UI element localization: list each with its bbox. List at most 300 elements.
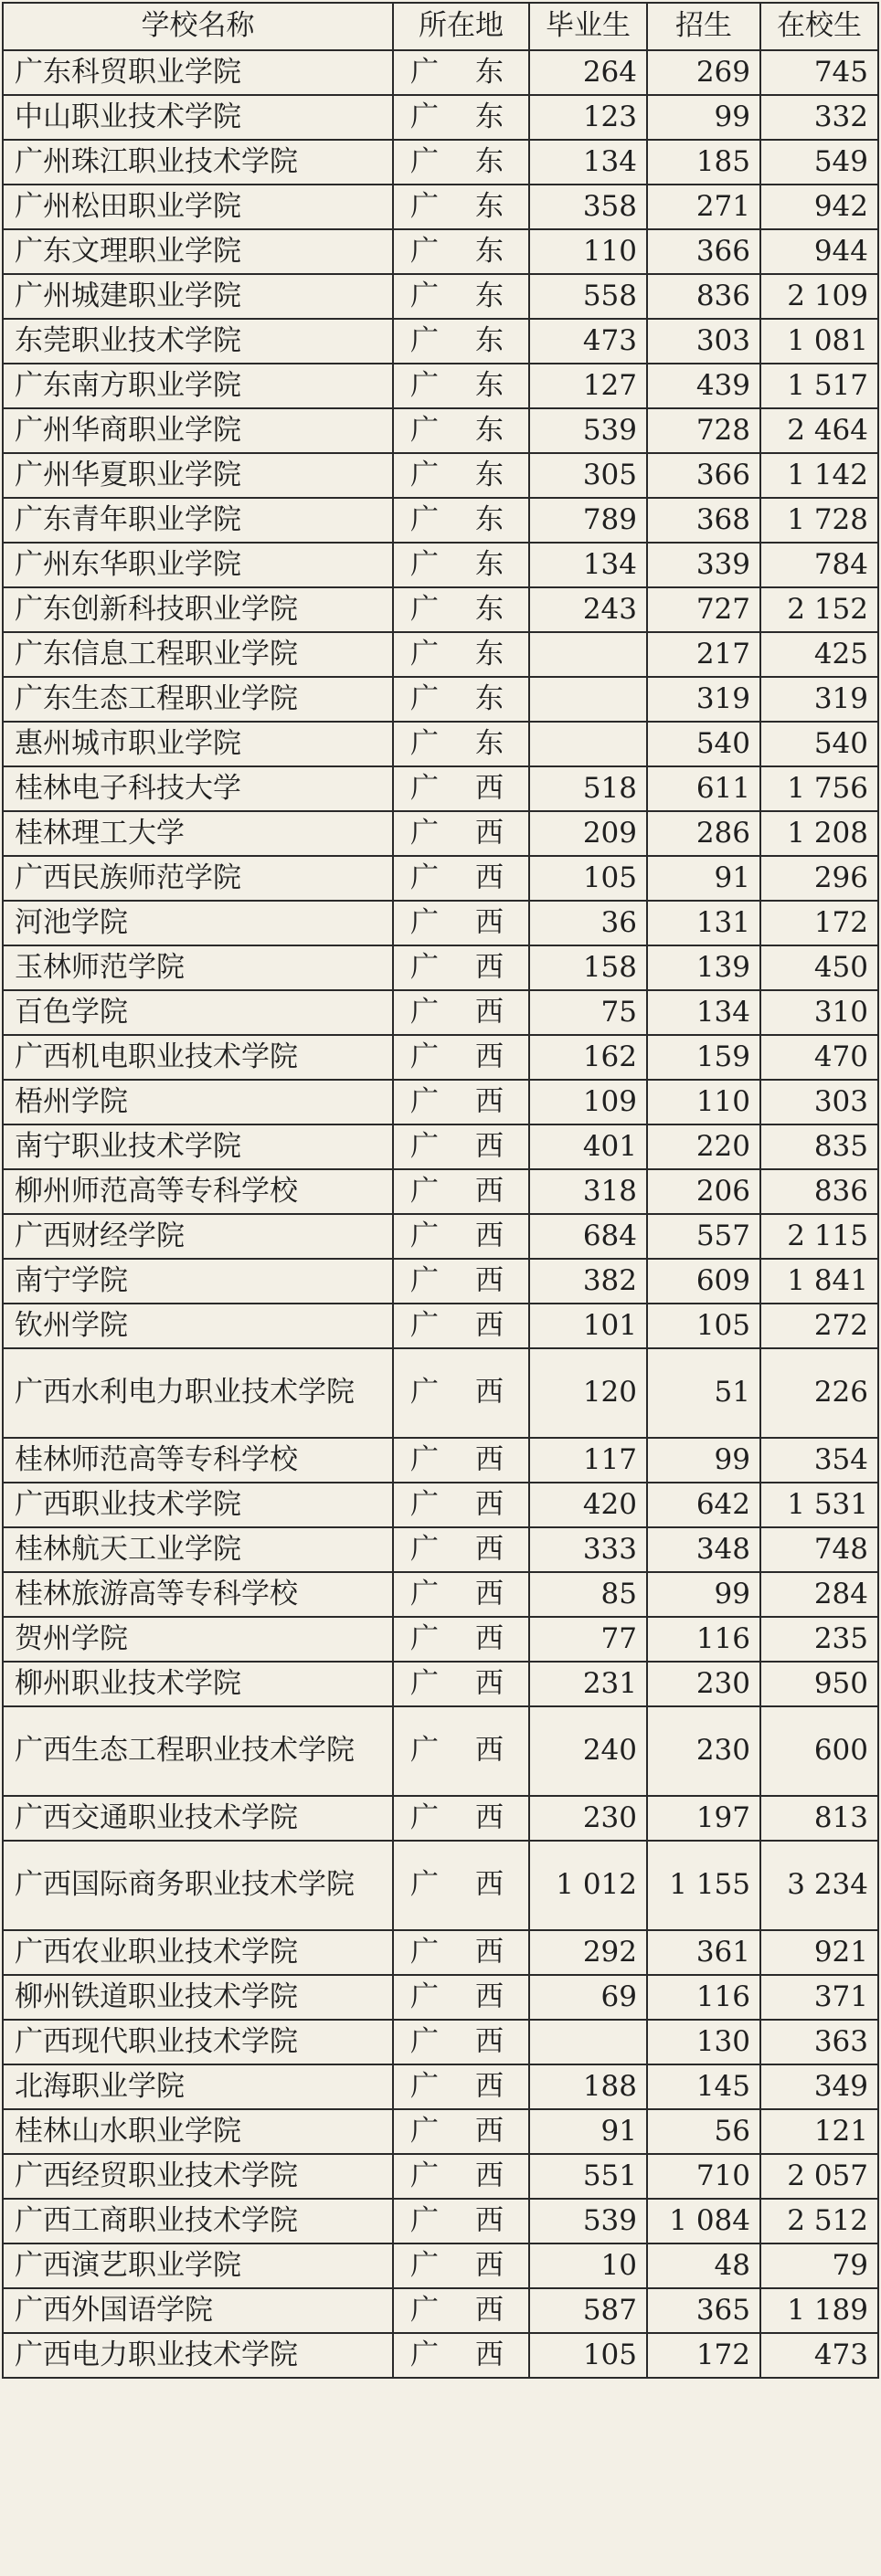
graduates-cell: 162: [529, 1035, 647, 1080]
location-char: 东: [475, 189, 504, 223]
students-cell: 836: [760, 1169, 878, 1214]
location-char: 西: [475, 1442, 504, 1476]
enrollment-cell: 642: [647, 1483, 760, 1527]
table-row: [3, 1572, 878, 1617]
table-row: [3, 319, 878, 364]
location-char: 东: [475, 502, 504, 536]
table-row: [3, 408, 878, 453]
location-char: 西: [475, 1868, 504, 1902]
school-name-cell: 广西水利电力职业技术学院: [3, 1348, 393, 1438]
header-students: 在校生: [760, 3, 878, 50]
students-cell: 284: [760, 1572, 878, 1617]
students-cell: 425: [760, 632, 878, 677]
school-name-cell: 中山职业技术学院: [3, 95, 393, 140]
schools-table: [2, 2, 879, 2379]
location-char: 西: [475, 2114, 504, 2148]
table-row: [3, 229, 878, 274]
enrollment-cell: 361: [647, 1930, 760, 1975]
school-name-cell: 南宁职业技术学院: [3, 1124, 393, 1169]
students-cell: 354: [760, 1438, 878, 1483]
school-name-cell: 贺州学院: [3, 1617, 393, 1662]
location-char: 广: [410, 1174, 439, 1208]
location-char: 广: [410, 547, 439, 581]
school-name-cell: 广东文理职业学院: [3, 229, 393, 274]
students-cell: 349: [760, 2064, 878, 2109]
location-char: 广: [410, 1666, 439, 1700]
enrollment-cell: 99: [647, 95, 760, 140]
graduates-cell: 69: [529, 1975, 647, 2020]
location-char: 西: [475, 2159, 504, 2192]
graduates-cell: [529, 2020, 647, 2064]
table-row: [3, 722, 878, 766]
location-char: 广: [410, 950, 439, 984]
enrollment-cell: 836: [647, 274, 760, 319]
students-cell: 1 756: [760, 766, 878, 811]
enrollment-cell: 230: [647, 1662, 760, 1706]
table-row: [3, 185, 878, 229]
enrollment-cell: 91: [647, 856, 760, 901]
graduates-cell: 789: [529, 498, 647, 543]
students-cell: 2 109: [760, 274, 878, 319]
enrollment-cell: 116: [647, 1617, 760, 1662]
graduates-cell: 134: [529, 140, 647, 185]
enrollment-cell: 220: [647, 1124, 760, 1169]
students-cell: 944: [760, 229, 878, 274]
table-row: [3, 1662, 878, 1706]
location-char: 西: [475, 2069, 504, 2103]
enrollment-cell: 131: [647, 901, 760, 945]
table-header-row: [3, 3, 878, 50]
location-char: 广: [410, 323, 439, 357]
table-row: [3, 1304, 878, 1348]
location-char: 广: [410, 55, 439, 89]
graduates-cell: 77: [529, 1617, 647, 1662]
enrollment-cell: 1 155: [647, 1841, 760, 1930]
location-cell: [393, 364, 529, 408]
location-char: 西: [475, 2024, 504, 2058]
graduates-cell: 85: [529, 1572, 647, 1617]
students-cell: 1 841: [760, 1259, 878, 1304]
table-row: [3, 1930, 878, 1975]
location-cell: [393, 901, 529, 945]
location-cell: [393, 1527, 529, 1572]
location-cell: [393, 95, 529, 140]
table-row: [3, 1617, 878, 1662]
students-cell: 950: [760, 1662, 878, 1706]
school-name-cell: 广西经贸职业技术学院: [3, 2154, 393, 2199]
school-name-cell: 广东生态工程职业学院: [3, 677, 393, 722]
location-char: 西: [475, 2203, 504, 2237]
location-char: 广: [410, 681, 439, 715]
students-cell: 79: [760, 2243, 878, 2288]
graduates-cell: 539: [529, 408, 647, 453]
table-row: [3, 498, 878, 543]
school-name-cell: 桂林旅游高等专科学校: [3, 1572, 393, 1617]
school-name-cell: 广东青年职业学院: [3, 498, 393, 543]
graduates-cell: 382: [529, 1259, 647, 1304]
location-cell: [393, 945, 529, 990]
table-row: [3, 1169, 878, 1214]
students-cell: 310: [760, 990, 878, 1035]
students-cell: 172: [760, 901, 878, 945]
graduates-cell: 240: [529, 1706, 647, 1796]
header-location: 所在地: [393, 3, 529, 50]
graduates-cell: 134: [529, 543, 647, 587]
school-name-cell: 百色学院: [3, 990, 393, 1035]
location-char: 西: [475, 995, 504, 1029]
students-cell: 748: [760, 1527, 878, 1572]
location-char: 广: [410, 1442, 439, 1476]
students-cell: 600: [760, 1706, 878, 1796]
location-char: 广: [410, 816, 439, 850]
location-cell: [393, 1124, 529, 1169]
location-cell: [393, 722, 529, 766]
school-name-cell: 广西职业技术学院: [3, 1483, 393, 1527]
location-cell: [393, 319, 529, 364]
students-cell: 371: [760, 1975, 878, 2020]
graduates-cell: 230: [529, 1796, 647, 1841]
graduates-cell: 123: [529, 95, 647, 140]
graduates-cell: 684: [529, 1214, 647, 1259]
table-row: [3, 1124, 878, 1169]
location-cell: [393, 2109, 529, 2154]
location-char: 广: [410, 995, 439, 1029]
students-cell: 319: [760, 677, 878, 722]
table-row: [3, 766, 878, 811]
location-char: 广: [410, 860, 439, 894]
location-char: 广: [410, 2114, 439, 2148]
location-char: 广: [410, 502, 439, 536]
location-cell: [393, 1035, 529, 1080]
location-char: 广: [410, 1219, 439, 1252]
location-cell: [393, 677, 529, 722]
graduates-cell: 127: [529, 364, 647, 408]
graduates-cell: 558: [529, 274, 647, 319]
graduates-cell: 264: [529, 50, 647, 95]
location-char: 东: [475, 144, 504, 178]
graduates-cell: 209: [529, 811, 647, 856]
location-char: 广: [410, 279, 439, 312]
table-row: [3, 453, 878, 498]
location-cell: [393, 632, 529, 677]
students-cell: 450: [760, 945, 878, 990]
students-cell: 296: [760, 856, 878, 901]
enrollment-cell: 611: [647, 766, 760, 811]
school-name-cell: 广州华夏职业学院: [3, 453, 393, 498]
location-char: 广: [410, 458, 439, 491]
location-cell: [393, 1259, 529, 1304]
location-cell: [393, 1304, 529, 1348]
table-row: [3, 2020, 878, 2064]
table-row: [3, 1975, 878, 2020]
location-cell: [393, 1080, 529, 1124]
location-cell: [393, 453, 529, 498]
enrollment-cell: 368: [647, 498, 760, 543]
graduates-cell: 231: [529, 1662, 647, 1706]
school-name-cell: 钦州学院: [3, 1304, 393, 1348]
school-name-cell: 柳州铁道职业技术学院: [3, 1975, 393, 2020]
location-char: 广: [410, 1621, 439, 1655]
location-char: 广: [410, 144, 439, 178]
location-char: 西: [475, 1666, 504, 1700]
header-school-name: 学校名称: [3, 3, 393, 50]
graduates-cell: 75: [529, 990, 647, 1035]
enrollment-cell: 303: [647, 319, 760, 364]
location-char: 广: [410, 1263, 439, 1297]
students-cell: 1 081: [760, 319, 878, 364]
enrollment-cell: 439: [647, 364, 760, 408]
graduates-cell: 243: [529, 587, 647, 632]
school-name-cell: 柳州职业技术学院: [3, 1662, 393, 1706]
school-name-cell: 北海职业学院: [3, 2064, 393, 2109]
enrollment-cell: 139: [647, 945, 760, 990]
enrollment-cell: 99: [647, 1438, 760, 1483]
location-char: 西: [475, 1219, 504, 1252]
graduates-cell: 91: [529, 2109, 647, 2154]
school-name-cell: 广西财经学院: [3, 1214, 393, 1259]
location-char: 广: [410, 189, 439, 223]
table-row: [3, 1841, 878, 1930]
graduates-cell: 36: [529, 901, 647, 945]
students-cell: 235: [760, 1617, 878, 1662]
graduates-cell: 358: [529, 185, 647, 229]
table-row: [3, 1080, 878, 1124]
students-cell: 1 728: [760, 498, 878, 543]
location-char: 西: [475, 1174, 504, 1208]
location-char: 西: [475, 1532, 504, 1566]
table-row: [3, 1438, 878, 1483]
graduates-cell: 551: [529, 2154, 647, 2199]
students-cell: 1 208: [760, 811, 878, 856]
location-char: 西: [475, 2293, 504, 2327]
table-row: [3, 587, 878, 632]
students-cell: 473: [760, 2333, 878, 2378]
location-char: 广: [410, 1532, 439, 1566]
students-cell: 2 512: [760, 2199, 878, 2243]
enrollment-cell: 540: [647, 722, 760, 766]
header-graduates: 毕业生: [529, 3, 647, 50]
table-row: [3, 2333, 878, 2378]
school-name-cell: 广州松田职业学院: [3, 185, 393, 229]
enrollment-cell: 116: [647, 1975, 760, 2020]
graduates-cell: [529, 722, 647, 766]
enrollment-cell: 366: [647, 229, 760, 274]
location-cell: [393, 766, 529, 811]
school-name-cell: 广西电力职业技术学院: [3, 2333, 393, 2378]
graduates-cell: [529, 632, 647, 677]
location-char: 广: [410, 1487, 439, 1521]
school-name-cell: 桂林航天工业学院: [3, 1527, 393, 1572]
table-body: [3, 50, 878, 2378]
students-cell: 272: [760, 1304, 878, 1348]
enrollment-cell: 365: [647, 2288, 760, 2333]
location-char: 东: [475, 547, 504, 581]
table-row: [3, 2109, 878, 2154]
location-cell: [393, 408, 529, 453]
table-row: [3, 990, 878, 1035]
enrollment-cell: 339: [647, 543, 760, 587]
students-cell: 2 464: [760, 408, 878, 453]
location-char: 广: [410, 234, 439, 268]
table-row: [3, 632, 878, 677]
location-char: 广: [410, 413, 439, 447]
students-cell: 2 152: [760, 587, 878, 632]
location-char: 西: [475, 2338, 504, 2371]
location-char: 西: [475, 1621, 504, 1655]
location-cell: [393, 1214, 529, 1259]
table-row: [3, 1214, 878, 1259]
location-cell: [393, 2199, 529, 2243]
location-char: 西: [475, 860, 504, 894]
school-name-cell: 梧州学院: [3, 1080, 393, 1124]
table-row: [3, 856, 878, 901]
location-char: 广: [410, 1040, 439, 1073]
location-char: 广: [410, 1376, 439, 1409]
location-cell: [393, 2288, 529, 2333]
school-name-cell: 广西民族师范学院: [3, 856, 393, 901]
location-char: 东: [475, 592, 504, 626]
location-cell: [393, 1438, 529, 1483]
school-name-cell: 广西工商职业技术学院: [3, 2199, 393, 2243]
table-row: [3, 364, 878, 408]
enrollment-cell: 557: [647, 1214, 760, 1259]
students-cell: 470: [760, 1035, 878, 1080]
school-name-cell: 广东创新科技职业学院: [3, 587, 393, 632]
school-name-cell: 广西演艺职业学院: [3, 2243, 393, 2288]
students-cell: 121: [760, 2109, 878, 2154]
location-char: 东: [475, 637, 504, 670]
students-cell: 813: [760, 1796, 878, 1841]
enrollment-cell: 51: [647, 1348, 760, 1438]
location-char: 东: [475, 413, 504, 447]
graduates-cell: 101: [529, 1304, 647, 1348]
location-char: 东: [475, 458, 504, 491]
location-char: 西: [475, 1800, 504, 1834]
table-row: [3, 2288, 878, 2333]
location-cell: [393, 856, 529, 901]
school-name-cell: 广西国际商务职业技术学院: [3, 1841, 393, 1930]
location-char: 东: [475, 234, 504, 268]
location-cell: [393, 1169, 529, 1214]
location-char: 东: [475, 368, 504, 402]
graduates-cell: 401: [529, 1124, 647, 1169]
enrollment-cell: 197: [647, 1796, 760, 1841]
school-name-cell: 广东南方职业学院: [3, 364, 393, 408]
enrollment-cell: 609: [647, 1259, 760, 1304]
students-cell: 784: [760, 543, 878, 587]
location-char: 西: [475, 905, 504, 939]
enrollment-cell: 728: [647, 408, 760, 453]
table-row: [3, 677, 878, 722]
location-char: 西: [475, 950, 504, 984]
location-char: 东: [475, 279, 504, 312]
location-char: 广: [410, 2338, 439, 2371]
graduates-cell: 518: [529, 766, 647, 811]
table-row: [3, 50, 878, 95]
location-cell: [393, 274, 529, 319]
graduates-cell: 473: [529, 319, 647, 364]
graduates-cell: 109: [529, 1080, 647, 1124]
school-name-cell: 桂林电子科技大学: [3, 766, 393, 811]
enrollment-cell: 48: [647, 2243, 760, 2288]
enrollment-cell: 110: [647, 1080, 760, 1124]
enrollment-cell: 206: [647, 1169, 760, 1214]
school-name-cell: 桂林理工大学: [3, 811, 393, 856]
graduates-cell: 120: [529, 1348, 647, 1438]
location-cell: [393, 2064, 529, 2109]
location-char: 广: [410, 1935, 439, 1969]
table-row: [3, 1796, 878, 1841]
location-cell: [393, 498, 529, 543]
location-char: 西: [475, 1308, 504, 1342]
table-row: [3, 1706, 878, 1796]
table-row: [3, 543, 878, 587]
table-row: [3, 140, 878, 185]
graduates-cell: 10: [529, 2243, 647, 2288]
graduates-cell: 587: [529, 2288, 647, 2333]
students-cell: 745: [760, 50, 878, 95]
students-cell: 3 234: [760, 1841, 878, 1930]
location-char: 广: [410, 1577, 439, 1610]
location-char: 广: [410, 2159, 439, 2192]
location-char: 广: [410, 726, 439, 760]
location-char: 广: [410, 771, 439, 805]
school-name-cell: 桂林山水职业学院: [3, 2109, 393, 2154]
enrollment-cell: 710: [647, 2154, 760, 2199]
location-cell: [393, 1796, 529, 1841]
students-cell: 942: [760, 185, 878, 229]
location-cell: [393, 1706, 529, 1796]
location-char: 广: [410, 2293, 439, 2327]
location-char: 东: [475, 55, 504, 89]
students-cell: 921: [760, 1930, 878, 1975]
location-char: 西: [475, 1734, 504, 1768]
location-char: 西: [475, 1376, 504, 1409]
table-row: [3, 811, 878, 856]
location-char: 西: [475, 1577, 504, 1610]
table-row: [3, 945, 878, 990]
graduates-cell: 292: [529, 1930, 647, 1975]
students-cell: 835: [760, 1124, 878, 1169]
location-char: 广: [410, 592, 439, 626]
enrollment-cell: 269: [647, 50, 760, 95]
location-cell: [393, 2020, 529, 2064]
graduates-cell: 188: [529, 2064, 647, 2109]
students-cell: 2 057: [760, 2154, 878, 2199]
enrollment-cell: 99: [647, 1572, 760, 1617]
enrollment-cell: 348: [647, 1527, 760, 1572]
students-cell: 226: [760, 1348, 878, 1438]
enrollment-cell: 185: [647, 140, 760, 185]
table-row: [3, 1527, 878, 1572]
enrollment-cell: 159: [647, 1035, 760, 1080]
graduates-cell: 110: [529, 229, 647, 274]
school-name-cell: 河池学院: [3, 901, 393, 945]
location-cell: [393, 1617, 529, 1662]
table-row: [3, 1348, 878, 1438]
enrollment-cell: 56: [647, 2109, 760, 2154]
location-char: 西: [475, 816, 504, 850]
graduates-cell: 1 012: [529, 1841, 647, 1930]
school-name-cell: 广东信息工程职业学院: [3, 632, 393, 677]
location-char: 广: [410, 637, 439, 670]
location-cell: [393, 1348, 529, 1438]
location-char: 西: [475, 1129, 504, 1163]
location-cell: [393, 1841, 529, 1930]
school-name-cell: 广西外国语学院: [3, 2288, 393, 2333]
location-char: 广: [410, 368, 439, 402]
school-name-cell: 广州华商职业学院: [3, 408, 393, 453]
